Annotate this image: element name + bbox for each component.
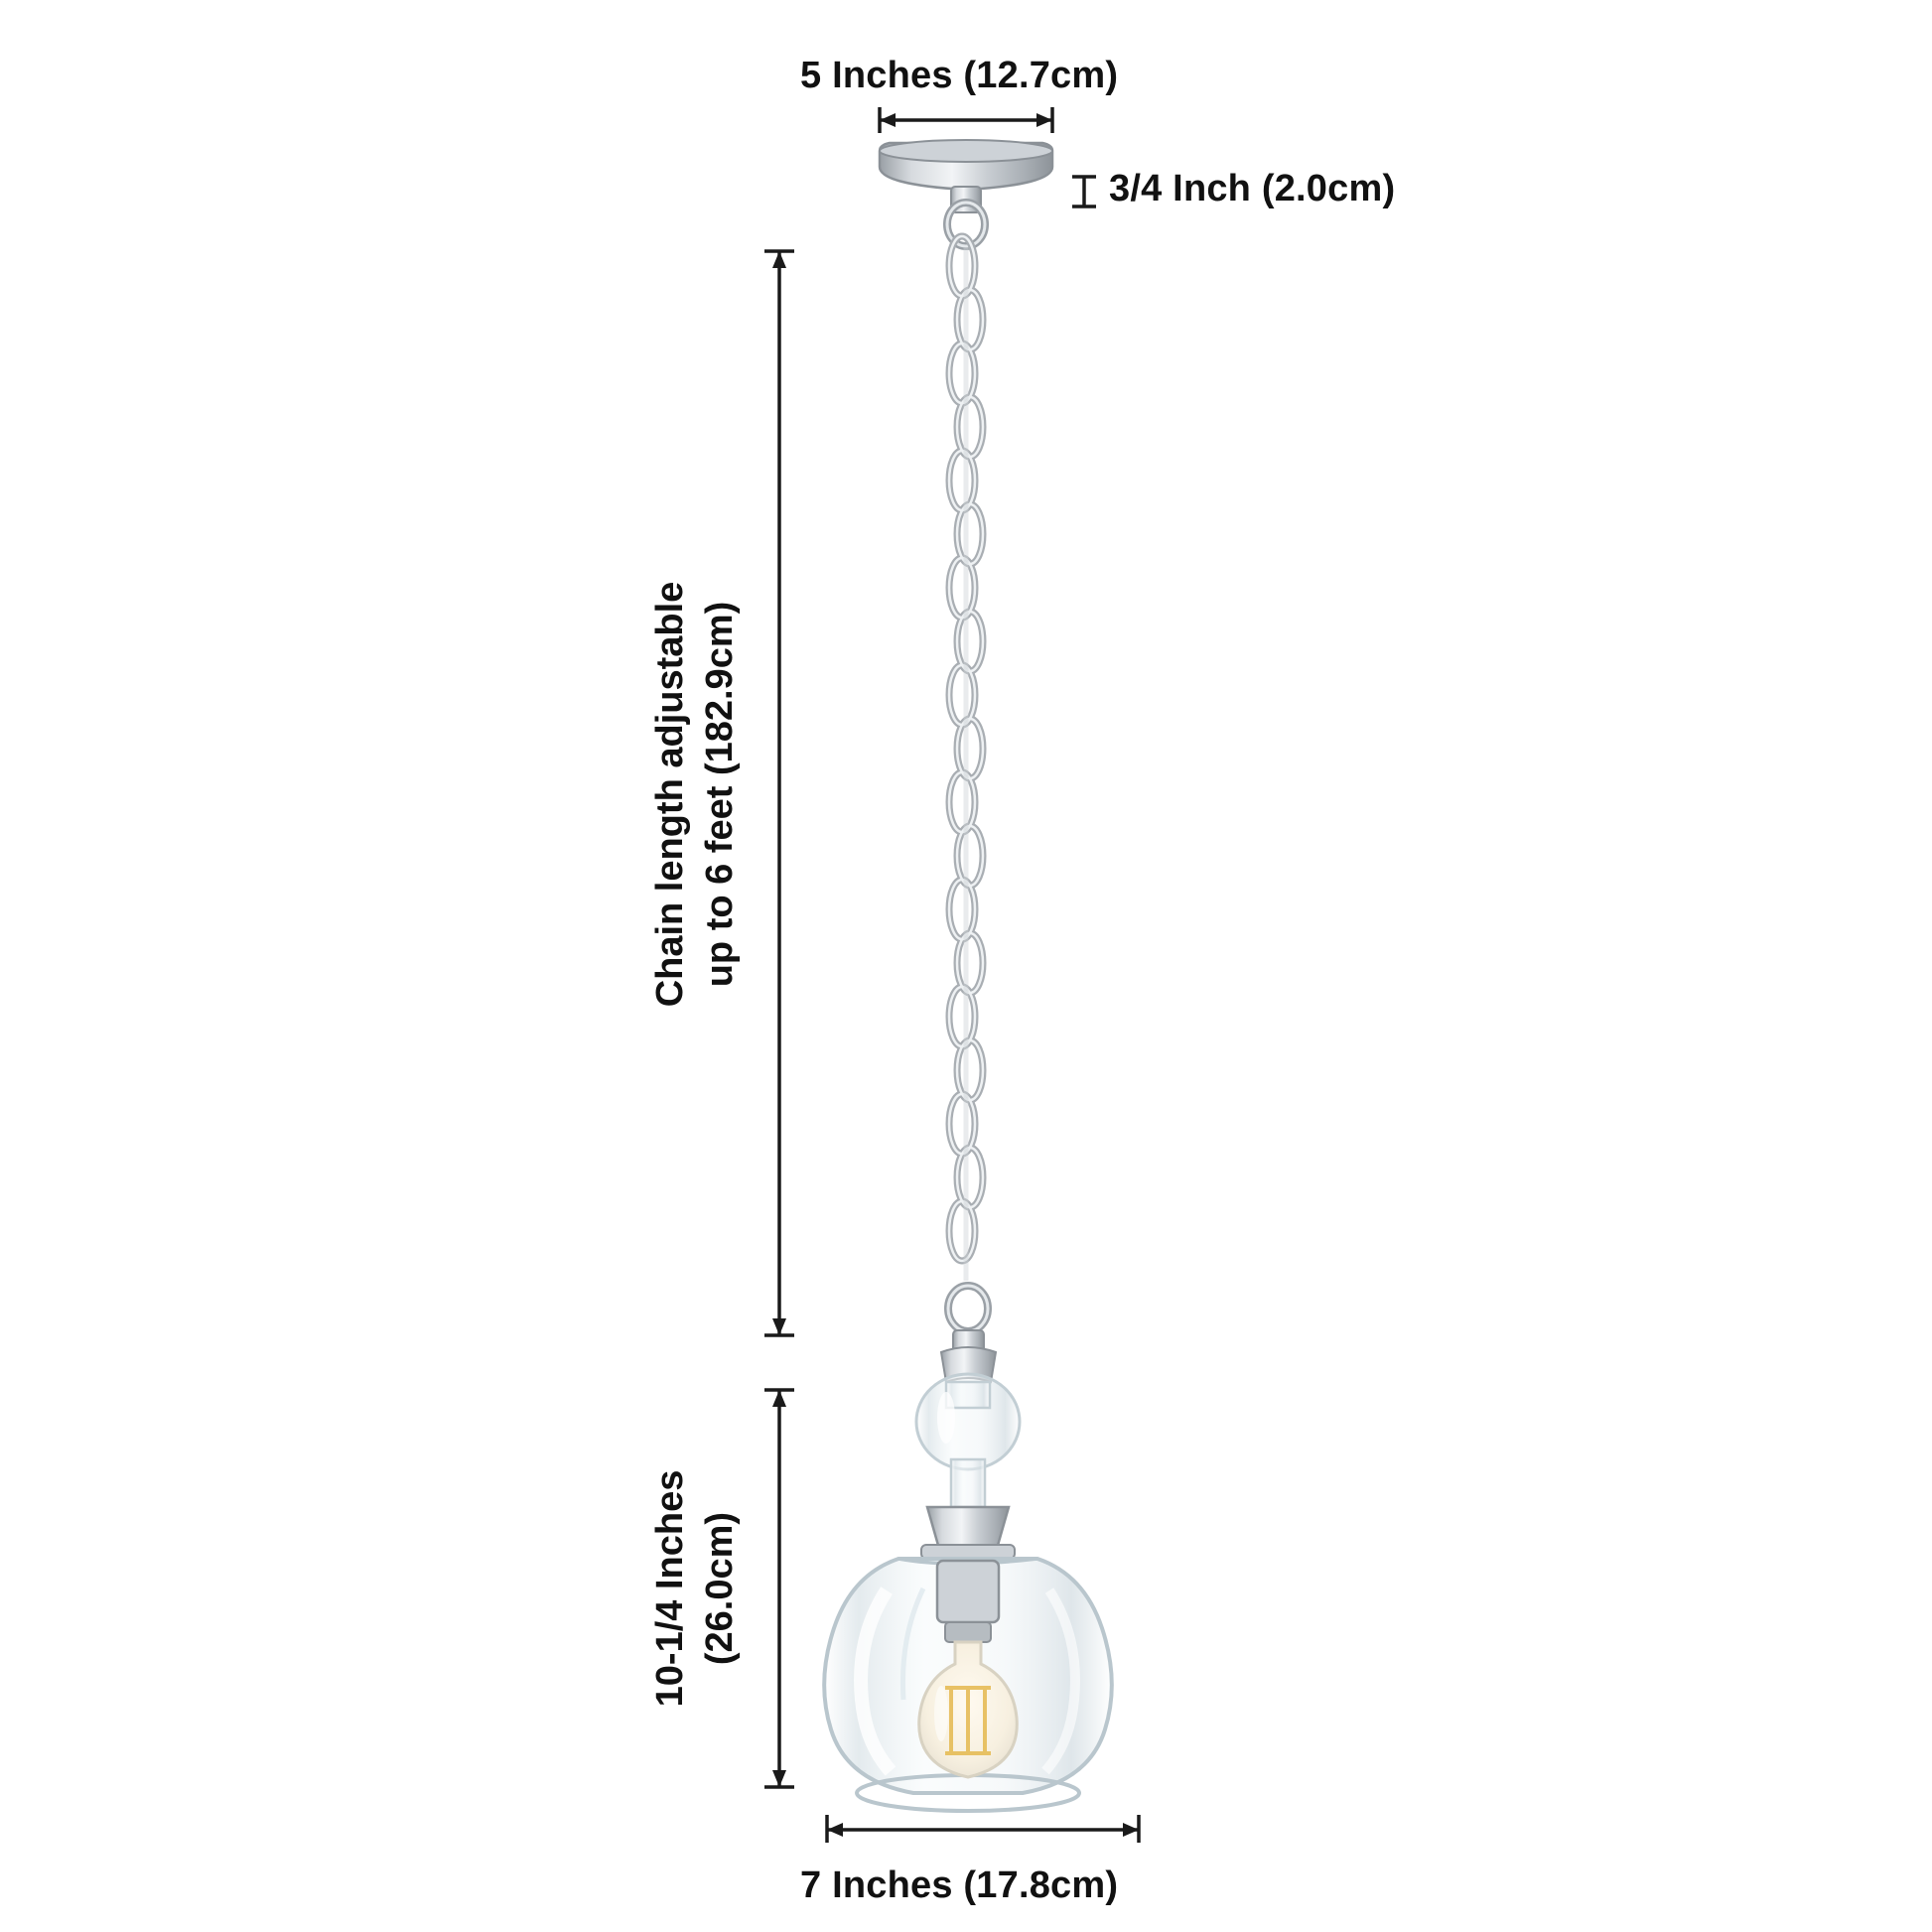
canopy-width-dimension [880,107,1052,133]
chain-length-label-line2: up to 6 feet (182.9cm) [699,601,741,988]
shade-width-label: 7 Inches (17.8cm) [800,1864,1119,1906]
lamp-socket-icon [937,1561,999,1642]
shade-collar-icon [921,1507,1015,1559]
canopy-width-label: 5 Inches (12.7cm) [800,55,1119,96]
shade-fitter-icon [941,1286,996,1382]
shade-height-dimension [764,1390,794,1787]
chain-length-dimension [764,251,794,1335]
canopy-height-label: 3/4 Inch (2.0cm) [1109,168,1396,209]
shade-height-label-line2: (26.0cm) [699,1511,741,1666]
shade-height-label-line1: 10-1/4 Inches [648,1469,691,1708]
canopy-thickness-dimension [1072,177,1096,207]
glass-ball-accent [916,1374,1020,1507]
chain-length-label [645,582,745,1008]
chain-length-label-line1: Chain length adjustable [648,581,691,1008]
shade-height-label [645,1470,745,1708]
ceiling-canopy-icon [880,140,1052,246]
shade-width-dimension [827,1815,1139,1843]
